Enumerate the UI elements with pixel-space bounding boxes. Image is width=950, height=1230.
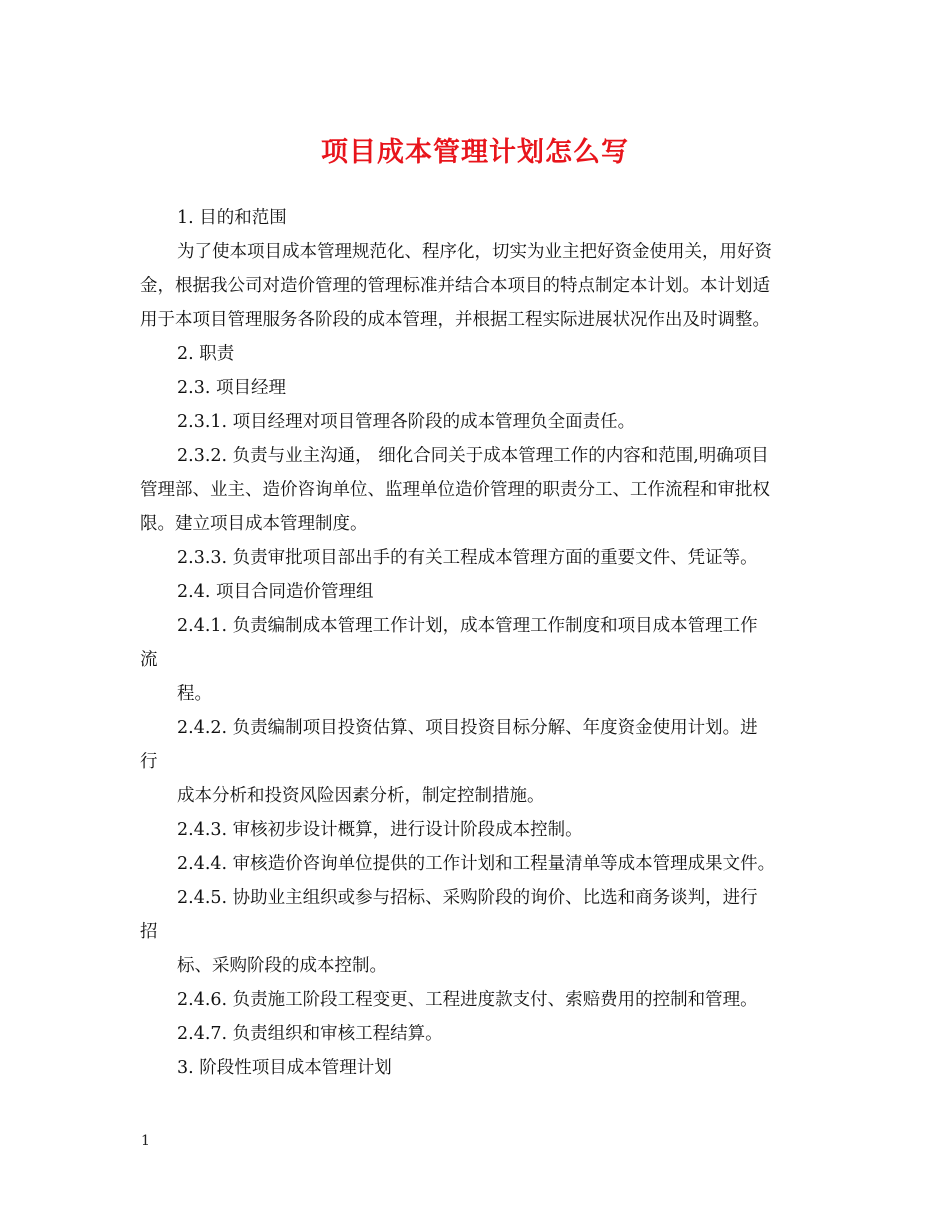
- document-body: [140, 201, 812, 1085]
- body-line-6: 2.3. 项目经理: [177, 378, 286, 398]
- body-line-25: 2.4.7. 负责组织和审核工程结算。: [177, 1024, 443, 1044]
- body-line-14: 流: [140, 650, 158, 670]
- body-line-15: 程。: [177, 684, 212, 704]
- body-line-5: 2. 职责: [177, 344, 235, 364]
- body-line-17: 行: [140, 752, 158, 772]
- body-line-9: 管理部、业主、造价咨询单位、监理单位造价管理的职责分工、工作流程和审批权: [140, 480, 770, 500]
- body-line-2: 为了使本项目成本管理规范化、程序化，切实为业主把好资金使用关，用好资: [177, 242, 772, 262]
- body-line-22: 招: [140, 922, 158, 942]
- body-line-20: 2.4.4. 审核造价咨询单位提供的工作计划和工程量清单等成本管理成果文件。: [177, 854, 776, 874]
- body-line-8: 2.3.2. 负责与业主沟通， 细化合同关于成本管理工作的内容和范围,明确项目: [177, 446, 769, 466]
- body-line-23: 标、采购阶段的成本控制。: [177, 956, 387, 976]
- body-line-1: 1. 目的和范围: [177, 208, 287, 228]
- body-line-10: 限。建立项目成本管理制度。: [140, 514, 368, 534]
- body-line-12: 2.4. 项目合同造价管理组: [177, 582, 374, 602]
- page-number: 1: [141, 1133, 150, 1149]
- body-line-3: 金，根据我公司对造价管理的管理标准并结合本项目的特点制定本计划。本计划适: [140, 276, 770, 296]
- body-line-18: 成本分析和投资风险因素分析，制定控制措施。: [177, 786, 545, 806]
- body-line-4: 用于本项目管理服务各阶段的成本管理，并根据工程实际进展状况作出及时调整。: [140, 310, 770, 330]
- body-line-19: 2.4.3. 审核初步设计概算，进行设计阶段成本控制。: [177, 820, 583, 840]
- body-line-26: 3. 阶段性项目成本管理计划: [177, 1058, 392, 1078]
- document-title: 项目成本管理计划怎么写: [321, 137, 629, 168]
- body-line-16: 2.4.2. 负责编制项目投资估算、项目投资目标分解、年度资金使用计划。进: [177, 718, 758, 738]
- body-line-11: 2.3.3. 负责审批项目部出手的有关工程成本管理方面的重要文件、凭证等。: [177, 548, 758, 568]
- body-line-13: 2.4.1. 负责编制成本管理工作计划，成本管理工作制度和项目成本管理工作: [177, 616, 758, 636]
- body-line-7: 2.3.1. 项目经理对项目管理各阶段的成本管理负全面责任。: [177, 412, 636, 432]
- body-line-21: 2.4.5. 协助业主组织或参与招标、采购阶段的询价、比选和商务谈判，进行: [177, 888, 758, 908]
- body-line-24: 2.4.6. 负责施工阶段工程变更、工程进度款支付、索赔费用的控制和管理。: [177, 990, 758, 1010]
